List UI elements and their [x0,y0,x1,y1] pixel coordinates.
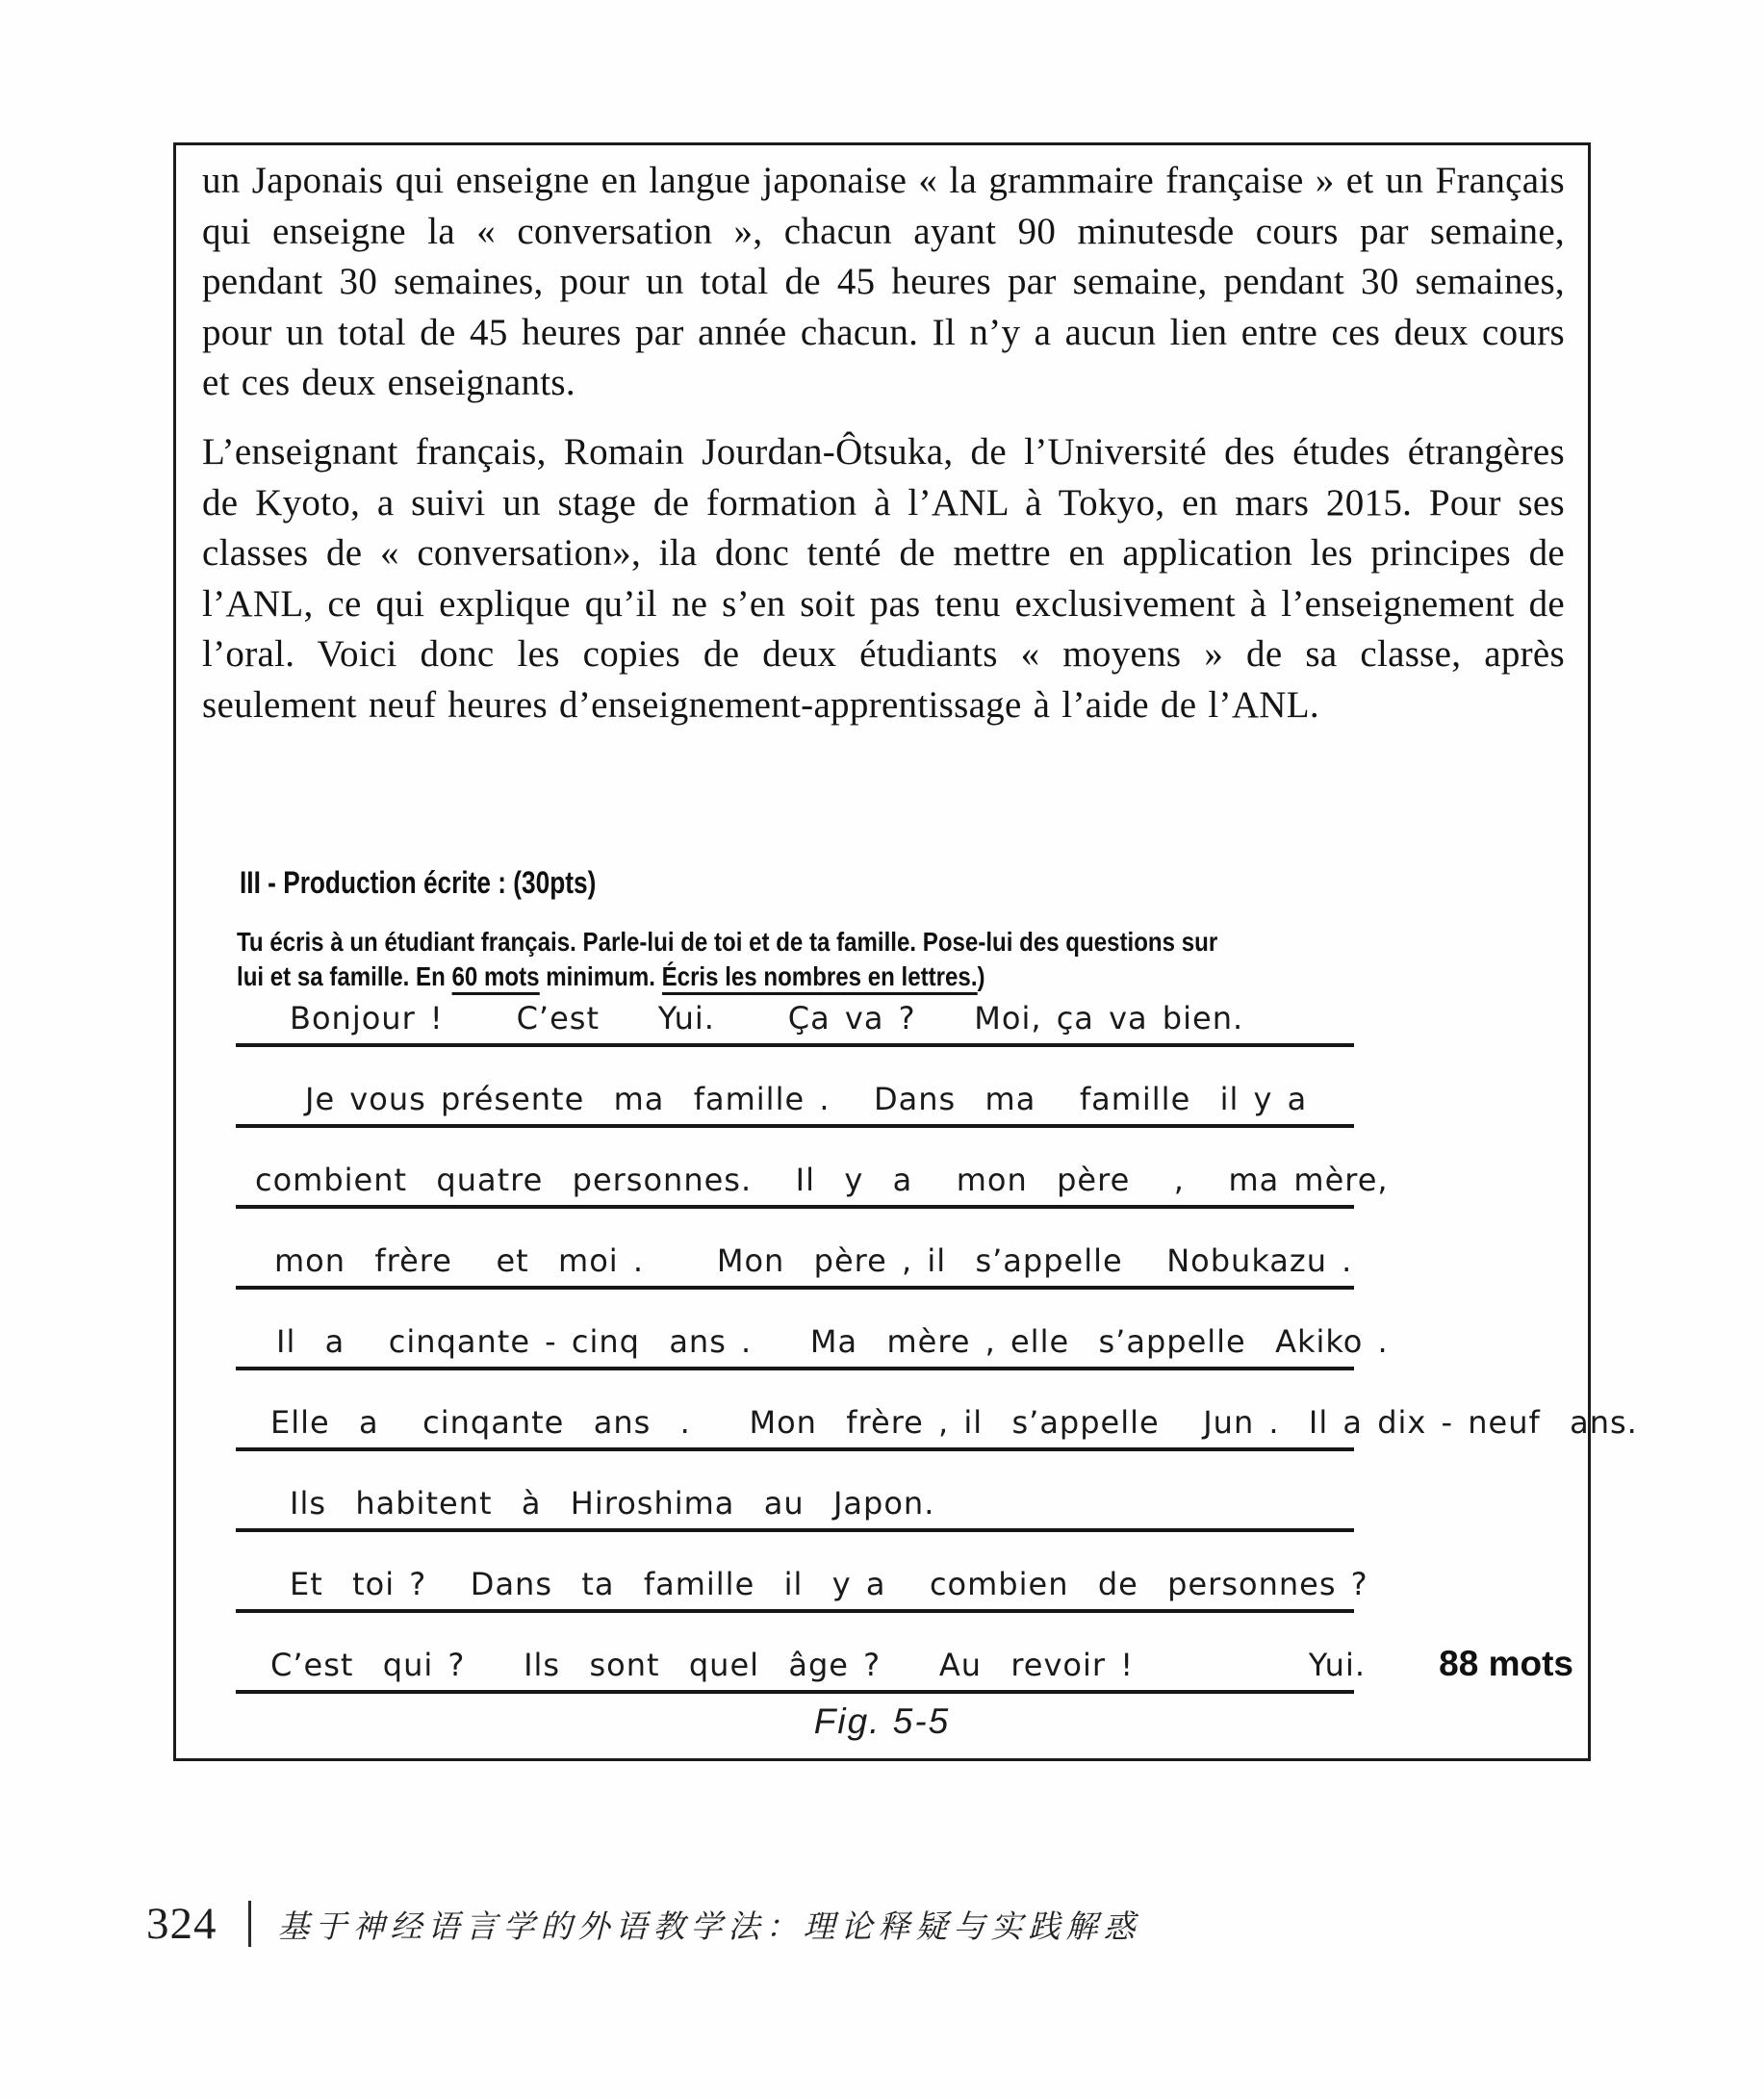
handwriting-text: C’est qui ? Ils sont quel âge ? Au revoir ! [270,1647,1135,1683]
handwriting-line [236,1209,1354,1290]
handwriting-block [236,966,1638,1694]
footer [146,1898,1141,1950]
handwriting-line [236,1613,1573,1694]
body-paragraph: un Japonais qui enseigne en langue japonaise « la grammaire française » et un Français qui enseigne la « conversation », chacun ayant 90 minutesde cours par semaine, pendant 30 semaines, pour un total de 45 heures par semaine, pendant 30 semaines, pour un total de 45 heures par année chacun. Il n’y a aucun lien entre ces deux cours et ces deux enseignants. [202,160,1565,403]
handwriting-line [236,1290,1389,1370]
handwriting-line [236,1047,1354,1128]
handwriting-text: Ils habitent à Hiroshima au Japon. [290,1485,935,1522]
instructions-text: minimum. [539,961,662,991]
book-title: 基于神经语言学的外语教学法：理论释疑与实践解惑 [277,1906,1141,1945]
footer-divider [248,1901,251,1947]
body-paragraph: L’enseignant français, Romain Jourdan-Ôtsuka, de l’Université des études étrangères de Kyoto, a suivi un stage de formation à l’ANL à Tokyo, en mars 2015. Pour ses classes de « conversation», ila donc tenté de mettre en application les principes de l’ANL, ce qui explique qu’il ne s’en soit pas tenu exclusivement à l’enseignement de l’oral. Voici donc les copies de deux étudiants « moyens » de sa classe, après seulement neuf heures d’enseignement-apprentissage à l’aide de l’ANL. [202,431,1565,726]
figure-caption: Fig. 5-5 [813,1701,951,1741]
handwriting-text: mon frère et moi . Mon père , il s’appelle Nobukazu . [274,1242,1353,1279]
signature-text: Yui. [1308,1647,1366,1683]
handwriting-text: Elle a cinqante ans . Mon frère , il s’appelle Jun . Il a dix - neuf ans. [270,1404,1638,1441]
handwriting-text: Je vous présente ma famille . Dans ma famille il y a [305,1081,1308,1117]
handwriting-line [236,1128,1389,1209]
exam-instructions-line1 [237,925,1217,959]
handwriting-text: Il a cinqante - cinq ans . Ma mère , elle s’appelle Akiko . [276,1323,1389,1360]
handwriting-line [236,1451,1354,1532]
instructions-text: Tu écris à un étudiant français. Parle-lui de toi et de ta famille. Pose-lui des questions sur [237,927,1218,957]
word-count-label: 88 mots [1439,1644,1573,1683]
handwriting-line [236,1370,1638,1451]
handwriting-text: combient quatre personnes. Il y a mon père , ma mère, [255,1162,1389,1198]
instructions-text: lui et sa famille. En [237,961,452,991]
exam-section-heading: III - Production écrite : (30pts) [240,865,597,900]
handwriting-line [236,966,1354,1047]
instructions-text: ) [977,961,985,991]
underlined-term: Écris les nombres en lettres. [662,961,978,995]
handwriting-text: Bonjour ! C’est Yui. Ça va ? Moi, ça va bien. [290,1000,1244,1036]
handwriting-line [236,1532,1368,1613]
page-number: 324 [146,1899,217,1949]
content-border-box [173,142,1638,1761]
underlined-term: 60 mots [451,961,539,995]
handwriting-text: Et toi ? Dans ta famille il y a combien de personnes ? [290,1566,1368,1602]
